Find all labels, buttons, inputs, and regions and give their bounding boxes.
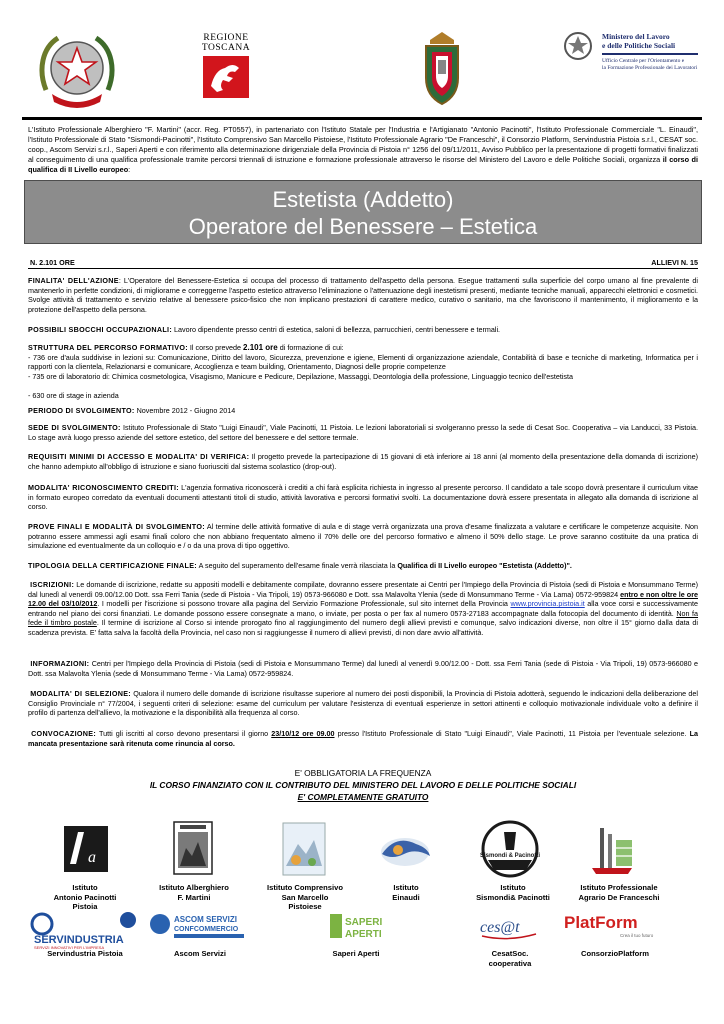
ascom-servizi-logo <box>148 912 252 940</box>
course-subtitle: Operatore del Benessere – Estetica <box>188 214 538 239</box>
platform-logo-sub: Crea il tuo futuro <box>620 933 654 938</box>
obbligatoria-frequenza: E' OBBLIGATORIA LA FREQUENZA <box>294 768 432 778</box>
convocazione-section: CONVOCAZIONE: Tutti gli iscritti al corso devono presentarsi il giorno 23/10/12 ore 09.00 presso l'Istituto Professionale di Stato "Luigi Einaudi", Viale Pacinotti, 11 Pistoia per l'eventuale selezione. La mancata presentazione sarà ritenuta come rinuncia al corso. <box>28 729 698 748</box>
italian-republic-emblem <box>38 30 116 110</box>
hours-count: N. 2.101 ORE <box>30 258 75 267</box>
finanziamento-note: IL CORSO FINANZIATO CON IL CONTRIBUTO DEL MINISTERO DEL LAVORO E DELLE POLITICHE SOCIALI <box>149 780 577 790</box>
de-franceschi-logo <box>588 822 636 876</box>
cesat-logo <box>478 912 540 940</box>
saperi-aperti-logo <box>330 910 390 942</box>
finalita-section: FINALITA' DELL'AZIONE: L'Operatore del Benessere-Estetica si occupa del processo di trattamento dell'aspetto della persona. Esegue trattamenti sulla superficie del corpo umano al fine prevalente di mantenerlo in perfette condizioni, di migliorarne e correggerne l'aspetto estetico attraverso l'eliminazione o l'attenuazione degli inestetismi presenti, mediante tecniche manuali, apparecchi elettronici e cosmetici. Svolge attività di trattamento e servizio relative al benessere psico-fisico che non implicano prestazioni di carattere medico, curativo o sanitario, ma che favoriscono il mantenimento, il miglioramento e la protezione dell'aspetto della persona. <box>28 276 698 314</box>
course-title-box <box>24 180 702 244</box>
intro-paragraph: L'Istituto Professionale Alberghiero "F. Martini" (accr. Reg. PT0557), in partenariato con l'Istituto Statale per l'Industria e l'Artigianato "Antonio Pacinotti", l'Istituto Professionale Commerciale "L. Einaudi", l'Istituto Professionale di Stato "Sismondi-Pacinotti", l'Istituto Comprensivo San Marcello Pistoiese, l'Istituto Professionale Agrario "De Franceschi", il Consorzio Platform, Servindustria Pistoia s.r.l., CESAT soc. coop., Ascom Servizi s.r.l., Saperi Aperti e con riferimento alla determinazione dirigenziale della Provincia di Pistoia n° 1256 del 09/11/2011, Avviso Pubblico per la presentazione di progetti formativi finalizzati al conseguimento di una qualifica professionale tramite percorsi triennali di istruzione e formazione professionale attraverso le risorse del Ministero del Lavoro e delle Politiche Sociali, organizza il corso di qualifica di II Livello europeo: <box>28 125 698 174</box>
informazioni-section: INFORMAZIONI: Centri per l'Impiego della Provincia di Pistoia (sedi di Pistoia e Monsummano Terme) dal lunedì al venerdì 9.00/12.00 - Dott. ssa Ferri Tania (sede di Pistoia - Via Tripoli, 19) 0573-966080 e Dott. ssa Malavolta Ylenia (sede di Monsummano Terme - Via Lama) 0572-959824. <box>28 659 698 678</box>
partner-name-san-marcello: Istituto Comprensivo San Marcello Pistoiese <box>267 883 343 911</box>
partner-name-ascom: Ascom Servizi <box>174 949 226 958</box>
servindustria-logo <box>30 910 140 950</box>
partner-name-sismondi: Istituto Sismondi& Pacinotti <box>476 883 550 902</box>
partner-name-de-franceschi: Istituto Professionale Agrario De Franceschi <box>578 883 660 902</box>
struttura-item: - 736 ore d'aula suddivise in lezioni su: Comunicazione, Diritto del lavoro, Sicurezza, prevenzione e igiene, Elementi di organizzazione aziendale, Contabilità di base e tecniche di marketing, Informatica per i rapporti con la clientela, Relazionarsi e comunicare, Accoglienza e team building, Orientamento, Diagnosi delle proprie competenze <box>28 352 698 372</box>
regione-toscana-logo: REGIONE TOSCANA <box>200 33 252 99</box>
iscrizioni-section: ISCRIZIONI: Le domande di iscrizione, redatte su appositi modelli e debitamente compilate, dovranno essere presentate ai Centri per l'Impiego della Provincia di Pistoia (sedi di Pistoia e Monsummano Terme) dal lunedì al venerdì 09.00/12.00 Dott. ssa Ferri Tania (sede di Pistoia - Via Tripoli, 19) 0573-966080 e Dott. ssa Malavolta Ylenia (sede di Monsummano Terme - Via Lama) 0572-959824 entro e non oltre le ore 12.00 del 03/10/2012. I modelli per l'iscrizione si possono trovare alla pagina del Servizio Formazione Professionale, sul sito internet della Provincia www.provincia.pistoia.it alla voce corsi e successivamente entrando nel piano dei corsi finanziati. Le domande possono essere consegnate a mano, o inviate, per posta o per fax al numero 0573-27183 accompagnate dalla fotocopia del documento di identità. Non fa fede il timbro postale. Il termine di iscrizione al Corso si intende prorogato fino al raggiungimento del numero degli allievi previsti e comunque, salvo indicazioni diverse, non oltre il 15° giorno dalla data di scadenza prevista. E' fatta salva la facoltà della Provincia, nel caso non si raggiungesse il numero di allievi previsti, di non dare avvio all'attività. <box>28 580 699 637</box>
struttura-item: - 735 ore di laboratorio di: Chimica cosmetologica, Visagismo, Manicure e Pedicure, Depilazione, Massaggi, Deontologia della professione, Linguaggio tecnico dell'estetista <box>28 371 573 381</box>
requisiti-section: REQUISITI MINIMI DI ACCESSO E MODALITA' DI VERIFICA: Il progetto prevede la partecipazione di 15 giovani di età inferiore ai 18 anni (al momento della presentazione della domanda di iscrizione) che hanno adempiuto all'obbligo di istruzione e siano fuoriusciti dal sistema scolastico (drop-out). <box>28 452 698 471</box>
sismondi-logo-text: Sismondi & Pacinotti <box>479 853 541 859</box>
selezione-section: MODALITA' DI SELEZIONE: Qualora il numero delle domande di iscrizione risultasse superiore al numero dei posti disponibili, la Provincia di Pistoia adotterà, seguendo le indicazioni della deliberazione del Consiglio Provinciale n° 77/2004, i seguenti criteri di selezione: esame del curriculum per valutare l'esistenza di eventuali esperienze in settori attinenti e colloquio motivazionale individuale volto a definire il profilo di partenza dell'allievo, la motivazione e la disponibilità alla frequenza al corso. <box>28 689 698 718</box>
svg-text:a: a <box>88 849 96 866</box>
partner-name-pacinotti: Istituto Antonio Pacinotti Pistoia <box>53 883 117 911</box>
tipologia-section: TIPOLOGIA DELLA CERTIFICAZIONE FINALE: A seguito del superamento dell'esame finale verrà rilasciata la Qualifica di II Livello europeo "Estetista (Addetto)". <box>28 561 572 570</box>
platform-logo-text: PlatForm <box>564 913 638 932</box>
cesat-logo-text: ces@t <box>480 919 520 936</box>
svg-text:SAPERI: SAPERI <box>345 917 383 928</box>
partner-name-saperi-aperti: Saperi Aperti <box>332 949 380 958</box>
gratuito-note: E' COMPLETAMENTE GRATUITO <box>297 792 429 802</box>
struttura-section: STRUTTURA DEL PERCORSO FORMATIVO: Il corso prevede 2.101 ore di formazione di cui: - 736 ore d'aula suddivise in lezioni su: Comunicazione, Diritto del lavoro, Sicurezza, prevenzione e igiene, Elementi di organizzazione aziendale, Contabilità di base e tecniche di marketing, Informatica per i rapporti con la clientela, Relazionarsi e comunicare, Accoglienza e team building, Orientamento, Diagnosi delle proprie competenze - 735 ore di laboratorio di: Chimica cosmetologica, Visagismo, Manicure e Pedicure, Depilazione, Massaggi, Deontologia della professione, Linguaggio tecnico dell'estetista <box>28 343 698 381</box>
partner-name-cesat: CesatSoc. cooperativa <box>488 949 532 968</box>
san-marcello-logo <box>282 822 326 876</box>
course-title: Estetista (Addetto) <box>272 187 454 212</box>
ministero-lavoro-logo: Ministero del Lavoro e delle Politiche Sociali Ufficio Centrale per l'Orientamento e la Formazione Professionale dei Lavoratori <box>558 30 708 105</box>
students-count: ALLIEVI N. 15 <box>651 258 698 267</box>
partner-name-martini: Istituto Alberghiero F. Martini <box>159 883 229 902</box>
divider <box>28 268 698 269</box>
riconoscimento-section: MODALITA' RICONOSCIMENTO CREDITI: L'agenzia formativa riconoscerà i crediti a chi farà esplicita richiesta in ingresso al presente percorso. Il candidato a tale scopo dovrà presentare il curriculum vitae in formato europeo corredato da eventuali documenti attestanti titoli di studio, attività lavorativa e percorsi formativi svolti. La documentazione dovrà essere presentata in allegato alla domanda di iscrizione al corso. <box>28 483 698 512</box>
prove-section: PROVE FINALI E MODALITÀ DI SVOLGIMENTO: Al termine delle attività formative di aula e di stage verrà organizzata una prova d'esame finalizzata a valutare e certificare le competenze acquisite. Non potranno essere ammessi agli esami finali coloro che non abbiano frequentato almeno il 70% delle ore del percorso formativo e almeno il 50% dello stage. Le prove saranno costituite da una pratica di simulazione ed eventualmente da un colloquio e / o da una prova di tipo oggettivo. <box>28 522 698 551</box>
svg-text:APERTI: APERTI <box>345 929 382 940</box>
sede-section: SEDE DI SVOLGIMENTO: Istituto Professionale di Stato "Luigi Einaudi", Viale Pacinotti, 11 Pistoia. Le lezioni laboratoriali si svolgeranno presso la sede di Cesat Soc. Cooperativa – via Landucci, 33 Pistoia. Lo stage avrà luogo presso aziende del settore estetico, del settore del benessere e del settore termale. <box>28 423 698 442</box>
sbocchi-section: POSSIBILI SBOCCHI OCCUPAZIONALI: Lavoro dipendente presso centri di estetica, saloni di bellezza, parrucchieri, centri benessere e termali. <box>28 325 501 334</box>
servindustria-logo-text: SERVINDUSTRIA <box>34 934 124 946</box>
partner-name-einaudi: Istituto Einaudi <box>392 883 420 902</box>
provincia-website-link[interactable]: www.provincia.pistoia.it <box>510 599 585 609</box>
sismondi-pacinotti-logo <box>478 820 542 878</box>
ascom-logo-sub: CONFCOMMERCIO <box>174 926 239 933</box>
partner-name-servindustria: Servindustria Pistoia <box>47 949 123 958</box>
platform-logo <box>562 910 658 940</box>
header-rule <box>22 117 702 120</box>
servindustria-logo-sub: SERVIZI INNOVATIVI PER L'IMPRESA <box>34 945 105 950</box>
provincia-pistoia-crest <box>420 28 464 108</box>
einaudi-logo <box>376 828 434 872</box>
periodo-section: PERIODO DI SVOLGIMENTO: Novembre 2012 - Giugno 2014 <box>28 406 236 415</box>
ascom-logo-text: ASCOM SERVIZI <box>174 915 237 924</box>
struttura-stage: - 630 ore di stage in azienda <box>28 391 119 400</box>
partner-name-platform: ConsorzioPlatform <box>581 949 649 958</box>
martini-logo <box>172 820 214 878</box>
pacinotti-logo <box>58 822 114 876</box>
